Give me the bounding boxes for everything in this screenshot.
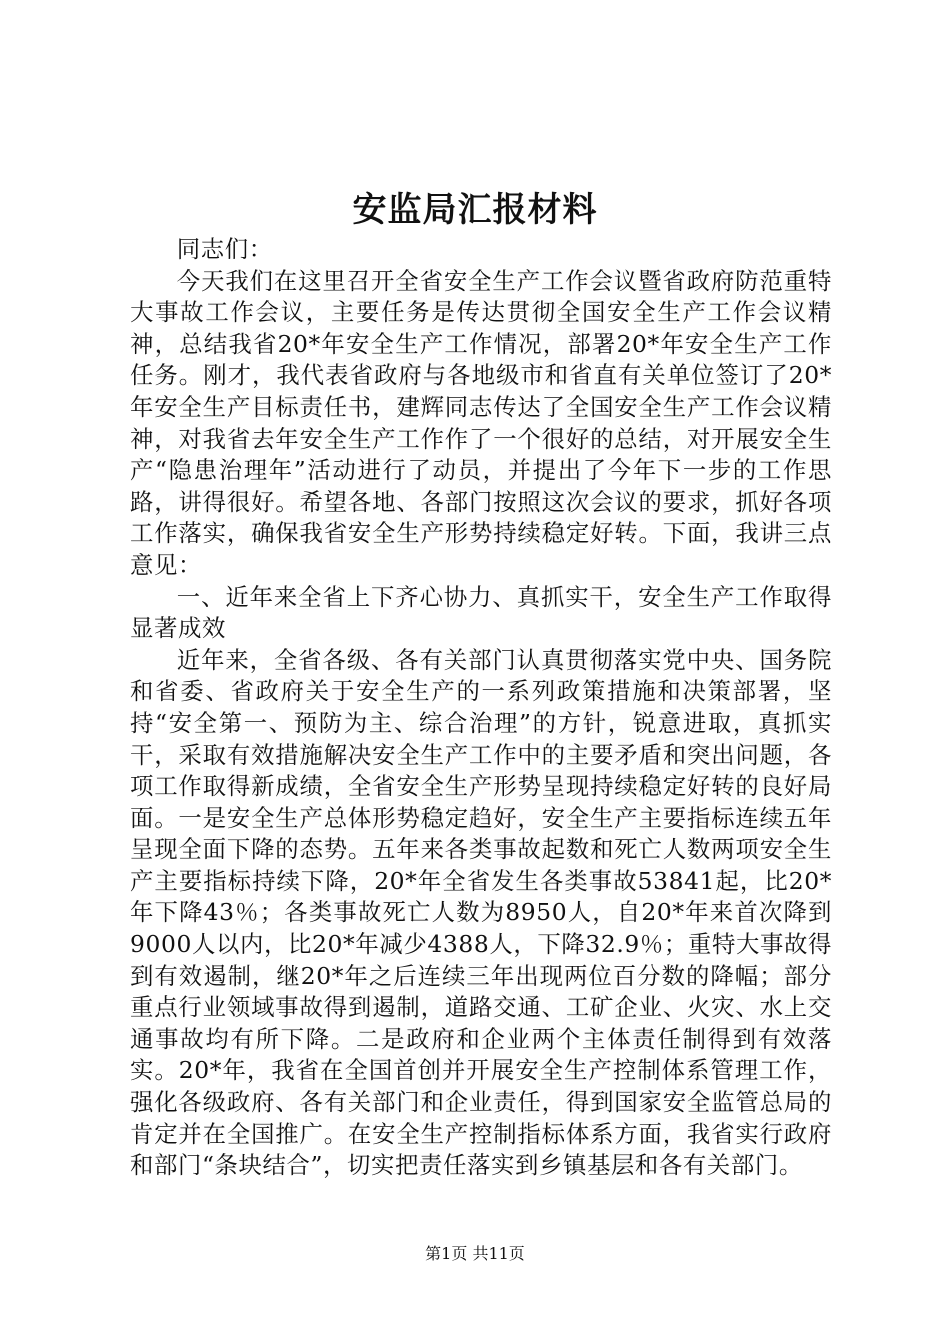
page-title: 安监局汇报材料 (352, 190, 598, 230)
document-body (130, 234, 832, 1182)
paragraph-achievements: 近年来，全省各级、各有关部门认真贯彻落实党中央、国务院和省委、省政府关于安全生产的一系列政策措施和决策部署，坚持“安全第一、预防为主、综合治理”的方针，锐意进取，真抓实干，采取有效措施解决安全生产工作中的主要矛盾和突出问题，各项工作取得新成绩，全省安全生产形势呈现持续稳定好转的良好局面。一是安全生产总体形势稳定趋好，安全生产主要指标连续五年呈现全面下降的态势。五年来各类事故起数和死亡人数两项安全生产主要指标持续下降，20*年全省发生各类事故53841起，比20*年下降43％；各类事故死亡人数为8950人，自20*年来首次降到9000人以内，比20*年减少4388人，下降32.9％；重特大事故得到有效遏制，继20*年之后连续三年出现两位百分数的降幅；部分重点行业领域事故得到遏制，道路交通、工矿企业、火灾、水上交通事故均有所下降。二是政府和企业两个主体责任制得到有效落实。20*年，我省在全国首创并开展安全生产控制体系管理工作，强化各级政府、各有关部门和企业责任，得到国家安全监管总局的肯定并在全国推广。在安全生产控制指标体系方面，我省实行政府和部门“条块结合”，切实把责任落实到乡镇基层和各有关部门。 (130, 645, 832, 1180)
paragraph-intro: 今天我们在这里召开全省安全生产工作会议暨省政府防范重特大事故工作会议，主要任务是传达贯彻全国安全生产工作会议精神，总结我省20*年安全生产工作情况，部署20*年安全生产工作任务。刚才，我代表省政府与各地级市和省直有关单位签订了20*年安全生产目标责任书，建辉同志传达了全国安全生产工作会议精神，对我省去年安全生产工作作了一个很好的总结，对开展安全生产“隐患治理年”活动进行了动员，并提出了今年下一步的工作思路，讲得很好。希望各地、各部门按照这次会议的要求，抓好各项工作落实，确保我省安全生产形势持续稳定好转。下面，我讲三点意见： (130, 266, 832, 579)
page-footer: 第1页 共11页 (425, 1244, 525, 1263)
section-heading-1: 一、近年来全省上下齐心协力、真抓实干，安全生产工作取得显著成效 (130, 582, 832, 643)
salutation: 同志们： (176, 235, 273, 263)
